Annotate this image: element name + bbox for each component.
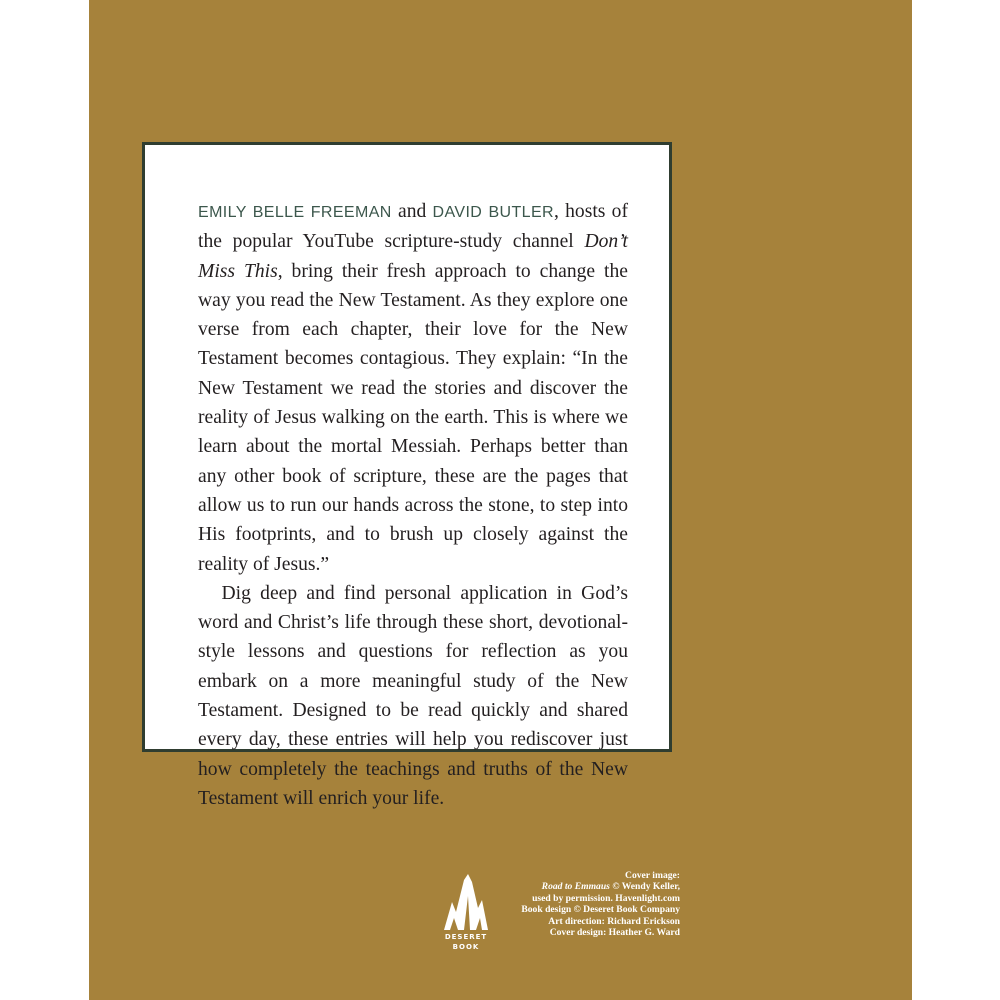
mountain-spires-icon — [442, 872, 490, 932]
credits-line-1: Cover image: — [625, 870, 680, 881]
credits-image-title: Road to Emmaus — [541, 881, 610, 893]
credits-line-5: Art direction: Richard Erickson — [548, 915, 680, 927]
description-paragraph-2: Dig deep and find personal application in God’s word and Christ’s life through these short, devotional-style lessons and questions for reflection as you embark on a more meaningful study of the New Testament. Designed to be read quickly and shared every day, these entries will help you rediscover just how completely the teachings and truths of the New Testament will enrich your life. — [198, 582, 628, 809]
publisher-name-line-1: DESERET — [444, 933, 488, 941]
credits-line-3: used by permission. Havenlight.com — [532, 892, 680, 904]
credits-line-6: Cover design: Heather G. Ward — [549, 927, 680, 939]
credits-line-2 — [520, 881, 680, 892]
publisher-name-line-2: BOOK — [452, 943, 480, 951]
author-name-2: DAVID BUTLER — [432, 204, 554, 221]
paragraph-1-body: , bring their fresh approach to change the way you read the New Testament. As they explore one verse from each chapter, their love for the New Testament becomes contagious. They explain: “In the New Testament we read the stories and discover the reality of Jesus walking on the earth. This is where we learn about the mortal Messiah. Perhaps better than any other book of scripture, these are the pages that allow us to run our hands across the stone, to step into His footprints, and to brush up closely against the reality of Jesus.” — [198, 260, 628, 575]
cover-credits — [520, 870, 680, 938]
publisher-logo — [436, 872, 496, 962]
credits-image-owner: © Wendy Keller, — [609, 881, 680, 893]
author-name-1: EMILY BELLE FREEMAN — [198, 204, 392, 221]
conjunction-text: and — [391, 201, 433, 222]
channel-name: Don’t Miss This — [198, 231, 628, 282]
paragraph-1-intro: , hosts of the popular YouTube scripture-study channel — [198, 201, 628, 253]
description-box — [142, 142, 672, 809]
credits-line-4: Book design © Deseret Book Company — [521, 904, 680, 916]
description-text — [198, 197, 628, 813]
description-paragraph-1 — [198, 197, 628, 579]
